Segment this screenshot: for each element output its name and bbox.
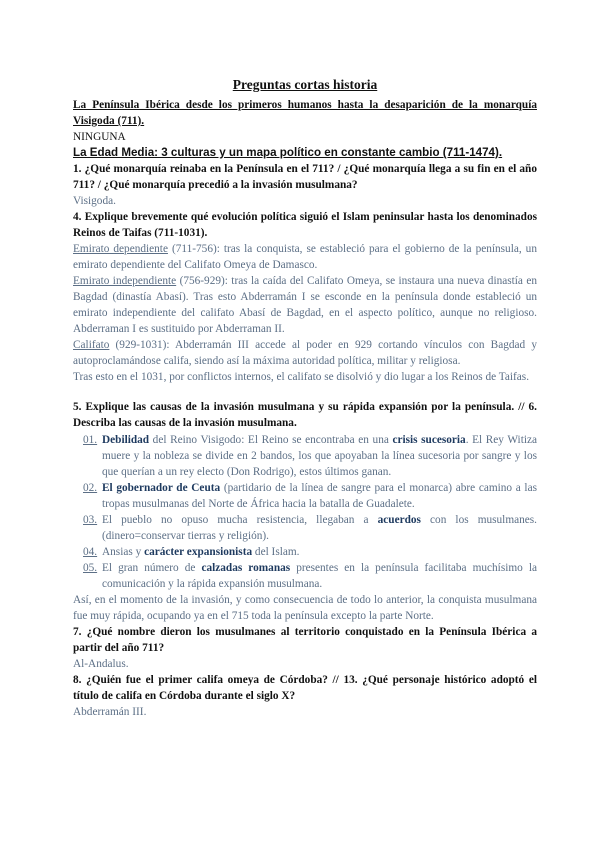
cause-text: El gran número de calzadas romanas presentes en la península facilitaba muchísimo la comunicación y la rápida expansión musulmana. — [102, 562, 537, 590]
cause-number: 02. — [83, 482, 98, 494]
cause-item — [73, 512, 537, 544]
answer-4-califato — [73, 337, 537, 369]
califato-text: (929-1031): Abderramán III accede al poder en 929 cortando vínculos con Bagdad y autoproclamándose califa, siendo así la máxima autoridad política, militar y religiosa. — [73, 339, 537, 367]
question-8-13: 8. ¿Quién fue el primer califa omeya de Córdoba? // 13. ¿Qué personaje histórico adoptó el título de califa en Córdoba durante el siglo X? — [73, 674, 537, 702]
cause-number: 03. — [83, 514, 98, 526]
emirato-independiente-text: (756-929): tras la caída del Califato Omeya, se instaura una nueva dinastía en Bagdad (dinastía Abasí). Tras esto Abderramán I se esconde en la península donde estableció un emirato independiente del califato Abasí de Bagdad, en el aspecto político, aunque no religioso. Abderraman I es sustituido por Abderraman II. — [73, 275, 538, 335]
answer-1: Visigoda. — [73, 195, 116, 207]
emirato-dependiente-term: Emirato dependiente — [73, 243, 168, 255]
answer-4-taifas: Tras esto en el 1031, por conflictos internos, el califato se disolvió y dio lugar a los Reinos de Taifas. — [73, 371, 530, 383]
cause-item — [73, 480, 537, 512]
document-page — [73, 76, 537, 720]
cause-number: 05. — [83, 562, 98, 574]
answer-8: Abderramán III. — [73, 706, 147, 718]
califato-term: Califato — [73, 339, 110, 351]
answer-4-emirato-independiente — [73, 273, 537, 337]
question-4: 4. Explique brevemente qué evolución política siguió el Islam peninsular hasta los denominados Reinos de Taifas (711-1031). — [73, 211, 537, 239]
answer-7: Al-Andalus. — [73, 658, 129, 670]
question-7: 7. ¿Qué nombre dieron los musulmanes al territorio conquistado en la Península Ibérica a partir del año 711? — [73, 626, 537, 654]
question-5-6: 5. Explique las causas de la invasión musulmana y su rápida expansión por la península. // 6. Describa las causas de la invasión musulmana. — [73, 401, 537, 429]
section-2-heading: La Edad Media: 3 culturas y un mapa político en constante cambio (711-1474). — [73, 146, 503, 159]
emirato-dependiente-text: (711-756): tras la conquista, se estableció para el gobierno de la península, un emirato dependiente del Califato Omeya de Damasco. — [73, 243, 537, 271]
cause-text: Debilidad del Reino Visigodo: El Reino se encontraba en una crisis sucesoria. El Rey Witiza muere y la nobleza se divide en 2 bandos, los que apoyaban la línea sucesoria por sangre y los que querían a un rey electo (Don Rodrigo), estos últimos ganan. — [102, 434, 537, 478]
answer-4-emirato-dependiente — [73, 241, 537, 273]
section-1-heading: La Península Ibérica desde los primeros humanos hasta la desaparición de la monarquía Visigoda (711). — [73, 99, 537, 127]
question-1: 1. ¿Qué monarquía reinaba en la Península en el 711? / ¿Qué monarquía llega a su fin en el año 711? / ¿Qué monarquía precedió a la invasión musulmana? — [73, 163, 537, 191]
spacer — [73, 385, 537, 399]
cause-item — [73, 560, 537, 592]
cause-item — [73, 544, 537, 560]
page-title: Preguntas cortas historia — [232, 77, 378, 92]
cause-number: 04. — [83, 546, 98, 558]
section-1-note: NINGUNA — [73, 131, 126, 143]
cause-item — [73, 432, 537, 480]
cause-text: El pueblo no opuso mucha resistencia, llegaban a acuerdos con los musulmanes. (dinero=conservar tierras y religión). — [102, 514, 537, 542]
answer-5-conclusion: Así, en el momento de la invasión, y como consecuencia de todo lo anterior, la conquista musulmana fue muy rápida, ocupando ya en el 715 toda la península excepto la parte Norte. — [73, 594, 537, 622]
cause-text: Ansias y carácter expansionista del Islam. — [102, 546, 300, 558]
cause-text: El gobernador de Ceuta (partidario de la línea de sangre para el monarca) abre camino a las tropas musulmanas del Norte de África hacia la batalla de Guadalete. — [102, 482, 537, 510]
cause-number: 01. — [83, 434, 98, 446]
causes-list — [73, 432, 537, 592]
emirato-independiente-term: Emirato independiente — [73, 275, 177, 287]
